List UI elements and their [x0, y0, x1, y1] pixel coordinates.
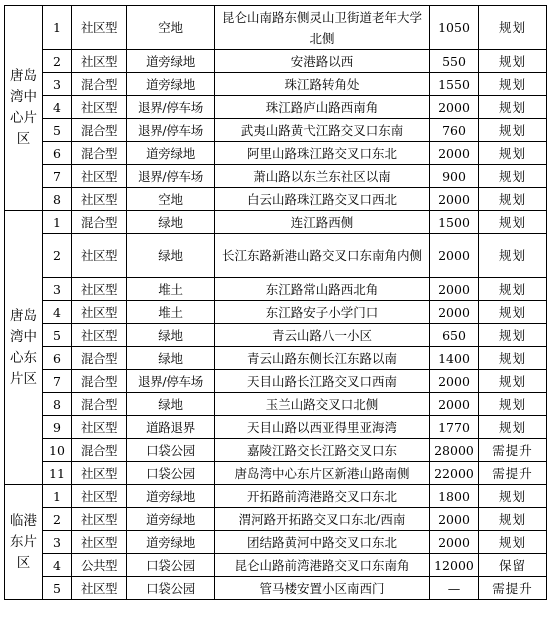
site-form: 绿地 [127, 393, 215, 416]
site-address: 长江东路新港山路交叉口东南角内侧 [215, 234, 430, 278]
row-number: 5 [43, 324, 72, 347]
site-form: 道旁绿地 [127, 73, 215, 96]
park-type: 混合型 [72, 370, 127, 393]
row-number: 1 [43, 485, 72, 508]
site-address: 嘉陵江路交长江路交叉口东 [215, 439, 430, 462]
zone-name: 临港东片区 [5, 485, 43, 600]
site-form: 口袋公园 [127, 439, 215, 462]
site-status: 规划 [479, 96, 547, 119]
table-row [5, 6, 547, 50]
row-number: 6 [43, 142, 72, 165]
site-status: 规划 [479, 393, 547, 416]
site-address: 青云山路八一小区 [215, 324, 430, 347]
site-area: 12000 [430, 554, 479, 577]
site-address: 阿里山路珠江路交叉口东北 [215, 142, 430, 165]
table-row [5, 439, 547, 462]
zone-name: 唐岛湾中心东片区 [5, 211, 43, 485]
site-form: 绿地 [127, 234, 215, 278]
row-number: 4 [43, 301, 72, 324]
table-row [5, 278, 547, 301]
row-number: 3 [43, 278, 72, 301]
table-row [5, 393, 547, 416]
park-type: 社区型 [72, 234, 127, 278]
row-number: 2 [43, 508, 72, 531]
site-area: 2000 [430, 142, 479, 165]
site-area: 1050 [430, 6, 479, 50]
site-area: 2000 [430, 278, 479, 301]
park-type: 混合型 [72, 211, 127, 234]
site-area: 2000 [430, 301, 479, 324]
site-address: 青云山路东侧长江东路以南 [215, 347, 430, 370]
site-address: 安港路以西 [215, 50, 430, 73]
table-row [5, 508, 547, 531]
pocket-park-table [4, 5, 547, 600]
park-type: 社区型 [72, 324, 127, 347]
site-area: — [430, 577, 479, 600]
site-status: 规划 [479, 188, 547, 211]
park-type: 社区型 [72, 485, 127, 508]
park-type: 混合型 [72, 119, 127, 142]
site-address: 东江路常山路西北角 [215, 278, 430, 301]
park-type: 社区型 [72, 188, 127, 211]
table-row [5, 531, 547, 554]
park-type: 社区型 [72, 96, 127, 119]
site-area: 1400 [430, 347, 479, 370]
table-row [5, 188, 547, 211]
row-number: 5 [43, 577, 72, 600]
park-type: 混合型 [72, 439, 127, 462]
site-form: 口袋公园 [127, 462, 215, 485]
site-address: 团结路黄河中路交叉口东北 [215, 531, 430, 554]
site-area: 2000 [430, 370, 479, 393]
site-area: 550 [430, 50, 479, 73]
row-number: 2 [43, 50, 72, 73]
site-status: 规划 [479, 485, 547, 508]
site-form: 道旁绿地 [127, 142, 215, 165]
site-form: 绿地 [127, 324, 215, 347]
table-body [5, 6, 547, 600]
site-area: 2000 [430, 393, 479, 416]
site-address: 昆仑山南路东侧灵山卫街道老年大学北侧 [215, 6, 430, 50]
table-row [5, 462, 547, 485]
site-area: 2000 [430, 508, 479, 531]
site-form: 口袋公园 [127, 554, 215, 577]
park-type: 社区型 [72, 50, 127, 73]
site-status: 保留 [479, 554, 547, 577]
site-address: 萧山路以东兰东社区以南 [215, 165, 430, 188]
park-type: 混合型 [72, 393, 127, 416]
site-status: 规划 [479, 324, 547, 347]
site-area: 1500 [430, 211, 479, 234]
site-status: 规划 [479, 508, 547, 531]
row-number: 3 [43, 73, 72, 96]
park-type: 社区型 [72, 531, 127, 554]
site-address: 天目山路以西亚得里亚海湾 [215, 416, 430, 439]
site-status: 规划 [479, 278, 547, 301]
table-row [5, 50, 547, 73]
site-form: 道旁绿地 [127, 50, 215, 73]
park-type: 社区型 [72, 301, 127, 324]
park-type: 混合型 [72, 347, 127, 370]
table-row [5, 142, 547, 165]
site-area: 900 [430, 165, 479, 188]
site-form: 堆土 [127, 301, 215, 324]
site-form: 退界/停车场 [127, 370, 215, 393]
row-number: 2 [43, 234, 72, 278]
row-number: 5 [43, 119, 72, 142]
site-status: 规划 [479, 370, 547, 393]
site-form: 道旁绿地 [127, 531, 215, 554]
site-form: 堆土 [127, 278, 215, 301]
site-area: 28000 [430, 439, 479, 462]
site-area: 650 [430, 324, 479, 347]
park-type: 社区型 [72, 278, 127, 301]
park-type: 混合型 [72, 142, 127, 165]
table-row [5, 165, 547, 188]
site-address: 天目山路长江路交叉口西南 [215, 370, 430, 393]
park-type: 公共型 [72, 554, 127, 577]
park-type: 社区型 [72, 577, 127, 600]
site-form: 口袋公园 [127, 577, 215, 600]
site-address: 唐岛湾中心东片区新港山路南侧 [215, 462, 430, 485]
row-number: 9 [43, 416, 72, 439]
site-form: 道旁绿地 [127, 485, 215, 508]
site-status: 规划 [479, 416, 547, 439]
table-row [5, 301, 547, 324]
park-type: 社区型 [72, 462, 127, 485]
row-number: 8 [43, 393, 72, 416]
row-number: 1 [43, 6, 72, 50]
site-form: 道路退界 [127, 416, 215, 439]
park-type: 社区型 [72, 165, 127, 188]
site-area: 2000 [430, 96, 479, 119]
row-number: 3 [43, 531, 72, 554]
table-row [5, 234, 547, 278]
table-row [5, 73, 547, 96]
row-number: 1 [43, 211, 72, 234]
site-status: 规划 [479, 531, 547, 554]
site-area: 2000 [430, 234, 479, 278]
site-status: 需提升 [479, 577, 547, 600]
site-address: 连江路西侧 [215, 211, 430, 234]
table-row [5, 119, 547, 142]
park-type: 社区型 [72, 508, 127, 531]
site-form: 道旁绿地 [127, 508, 215, 531]
site-status: 规划 [479, 6, 547, 50]
row-number: 7 [43, 165, 72, 188]
site-area: 1550 [430, 73, 479, 96]
site-form: 绿地 [127, 211, 215, 234]
site-status: 规划 [479, 119, 547, 142]
table-row [5, 211, 547, 234]
row-number: 10 [43, 439, 72, 462]
row-number: 11 [43, 462, 72, 485]
site-area: 1770 [430, 416, 479, 439]
site-form: 退界/停车场 [127, 119, 215, 142]
table-row [5, 347, 547, 370]
site-address: 开拓路前湾港路交叉口东北 [215, 485, 430, 508]
site-status: 规划 [479, 234, 547, 278]
site-form: 空地 [127, 188, 215, 211]
table-row [5, 416, 547, 439]
table-row [5, 554, 547, 577]
site-area: 760 [430, 119, 479, 142]
site-form: 退界/停车场 [127, 96, 215, 119]
site-status: 规划 [479, 73, 547, 96]
table-row [5, 96, 547, 119]
site-address: 白云山路珠江路交叉口西北 [215, 188, 430, 211]
site-status: 需提升 [479, 462, 547, 485]
site-status: 规划 [479, 347, 547, 370]
site-status: 规划 [479, 301, 547, 324]
row-number: 4 [43, 96, 72, 119]
row-number: 4 [43, 554, 72, 577]
site-address: 武夷山路黄弋江路交叉口东南 [215, 119, 430, 142]
site-address: 渭河路开拓路交叉口东北/西南 [215, 508, 430, 531]
table-row [5, 577, 547, 600]
park-type: 社区型 [72, 416, 127, 439]
table-row [5, 370, 547, 393]
park-type: 混合型 [72, 73, 127, 96]
site-address: 东江路安子小学门口 [215, 301, 430, 324]
site-address: 昆仑山路前湾港路交叉口东南角 [215, 554, 430, 577]
site-address: 珠江路转角处 [215, 73, 430, 96]
site-address: 管马楼安置小区南西门 [215, 577, 430, 600]
site-status: 规划 [479, 142, 547, 165]
row-number: 7 [43, 370, 72, 393]
site-form: 退界/停车场 [127, 165, 215, 188]
site-form: 绿地 [127, 347, 215, 370]
site-status: 规划 [479, 211, 547, 234]
table-row [5, 324, 547, 347]
site-form: 空地 [127, 6, 215, 50]
park-type: 社区型 [72, 6, 127, 50]
zone-name: 唐岛湾中心片区 [5, 6, 43, 211]
site-status: 规划 [479, 50, 547, 73]
site-address: 珠江路庐山路西南角 [215, 96, 430, 119]
site-area: 1800 [430, 485, 479, 508]
row-number: 8 [43, 188, 72, 211]
site-status: 规划 [479, 165, 547, 188]
row-number: 6 [43, 347, 72, 370]
site-status: 需提升 [479, 439, 547, 462]
site-area: 2000 [430, 531, 479, 554]
table-row [5, 485, 547, 508]
site-address: 玉兰山路交叉口北侧 [215, 393, 430, 416]
site-area: 2000 [430, 188, 479, 211]
site-area: 22000 [430, 462, 479, 485]
